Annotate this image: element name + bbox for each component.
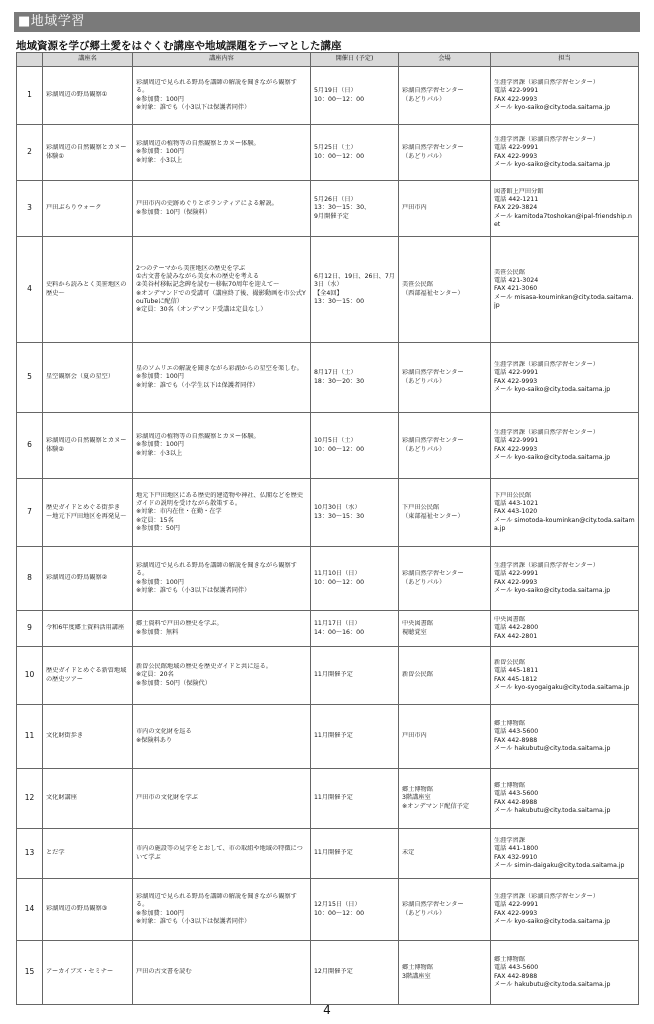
cell-course-name-text: 彩湖周辺の自然観察とカヌー体験① (46, 144, 127, 160)
cell-course-name (43, 343, 133, 413)
cell-contact (491, 237, 639, 343)
cell-course-content (133, 125, 311, 181)
cell-no-text: 8 (27, 574, 32, 583)
cell-no (17, 647, 43, 705)
cell-no (17, 413, 43, 479)
cell-course-name (43, 879, 133, 941)
cell-venue (399, 769, 491, 829)
lecture-table (16, 52, 639, 1005)
table-header-row (17, 53, 639, 67)
cell-no (17, 479, 43, 547)
cell-date (311, 237, 399, 343)
cell-date-text: 12月開催予定 (314, 968, 353, 976)
cell-course-content (133, 547, 311, 611)
cell-course-content (133, 479, 311, 547)
header-no (17, 53, 43, 67)
cell-no-text: 1 (27, 91, 32, 100)
cell-date-text: 5月19日（日） 10：00～12：00 (314, 87, 365, 103)
cell-contact-text: 郷土博物館 電話 443-5600 FAX 442-8988 メール hakubutu@city.toda.saitama.jp (494, 782, 611, 814)
cell-contact-text: 生涯学習課 電話 441-1800 FAX 432-9910 メール simin-daigaku@city.toda.saitama.jp (494, 837, 625, 869)
cell-course-name-text: とだ学 (46, 849, 65, 857)
cell-course-content (133, 941, 311, 1005)
cell-course-content-text: 彩湖周辺で見られる野鳥を講師の解説を聞きながら観察する。 ※参加費：100円 ※対象：誰でも（小3以下は保護者同伴） (136, 79, 297, 111)
cell-date-text: 5月26日（日） 13：30～15：30、 9月開催予定 (314, 196, 371, 220)
cell-venue-text: 未定 (402, 849, 415, 857)
cell-course-name-text: 歴史ガイドとめぐる街歩き ～地元下戸田地区を再発見～ (46, 504, 127, 520)
cell-contact (491, 181, 639, 237)
cell-no-text: 4 (27, 285, 32, 294)
cell-contact (491, 413, 639, 479)
cell-course-name-text: 星空観察会（夏の星空） (46, 373, 115, 381)
cell-venue-text: 彩湖自然学習センター （あどりパル） (402, 437, 464, 453)
cell-venue-text: 郷土博物館 3階講座室 (402, 964, 433, 980)
cell-course-name (43, 413, 133, 479)
cell-contact (491, 479, 639, 547)
cell-date-text: 6月12日、19日、26日、7月3日（水） 【全4回】 13：30～15：00 (314, 273, 395, 305)
cell-contact (491, 879, 639, 941)
cell-course-content (133, 67, 311, 125)
cell-contact-text: 生涯学習課（彩湖自然学習センター） 電話 422-9991 FAX 422-9993 メール kyo-saiko@city.toda.saitama.jp (494, 361, 611, 393)
cell-no (17, 941, 43, 1005)
cell-date-text: 11月開催予定 (314, 671, 353, 679)
table-row (17, 705, 639, 769)
cell-course-name-text: 彩湖周辺の野鳥観察③ (46, 905, 108, 913)
table-row (17, 181, 639, 237)
cell-contact-text: 生涯学習課（彩湖自然学習センター） 電話 422-9991 FAX 422-9993 メール kyo-saiko@city.toda.saitama.jp (494, 562, 611, 594)
cell-venue-text: 彩湖自然学習センター （あどりパル） (402, 144, 464, 160)
table-row (17, 67, 639, 125)
cell-date-text: 11月10日（日） 10：00～12：00 (314, 570, 365, 586)
cell-venue (399, 611, 491, 647)
cell-no (17, 237, 43, 343)
cell-no (17, 769, 43, 829)
cell-course-name (43, 611, 133, 647)
table-row (17, 547, 639, 611)
cell-course-name-text: 令和6年度郷土資料活用講座 (46, 624, 125, 632)
cell-date-text: 8月17日（土） 18：30～20：30 (314, 369, 365, 385)
cell-course-content-text: 市内の文化財を巡る ※保険料あり (136, 728, 192, 744)
cell-venue-text: 新曽公民館 (402, 671, 433, 679)
cell-no-text: 12 (24, 794, 35, 803)
cell-venue-text: 美笹公民館 （西部福祉センター） (402, 281, 464, 297)
cell-no-text: 15 (24, 968, 35, 977)
header-course-name: 講座名 (43, 53, 133, 67)
cell-venue-text: 戸田市内 (402, 204, 427, 212)
cell-date (311, 705, 399, 769)
cell-no-text: 11 (24, 732, 35, 741)
cell-course-name-text: 史料から読みとく美笹地区の歴史～ (46, 281, 127, 297)
cell-venue (399, 67, 491, 125)
cell-venue (399, 413, 491, 479)
cell-course-content-text: 戸田の古文書を読む (136, 968, 192, 976)
page-number: 4 (323, 1003, 331, 1017)
cell-course-name-text: 文化財講座 (46, 794, 77, 802)
cell-contact (491, 829, 639, 879)
cell-contact-text: 中央図書館 電話 442-2800 FAX 442-2801 (494, 616, 539, 640)
cell-no-text: 10 (24, 671, 35, 680)
cell-date-text: 11月開催予定 (314, 732, 353, 740)
table-row (17, 879, 639, 941)
cell-date-text: 12月15日（日） 10：00～12：00 (314, 901, 365, 917)
cell-course-content (133, 343, 311, 413)
cell-date (311, 647, 399, 705)
cell-course-name (43, 769, 133, 829)
cell-no-text: 9 (27, 624, 32, 633)
cell-no (17, 125, 43, 181)
table-row (17, 413, 639, 479)
cell-venue-text: 彩湖自然学習センター （あどりパル） (402, 369, 464, 385)
cell-venue (399, 343, 491, 413)
table-row (17, 829, 639, 879)
cell-course-name (43, 941, 133, 1005)
cell-course-content-text: 郷土資料で戸田の歴史を学ぶ。 ※参加費：無料 (136, 620, 223, 636)
cell-venue (399, 705, 491, 769)
cell-venue-text: 下戸田公民館 （東部福祉センター） (402, 504, 464, 520)
cell-date (311, 125, 399, 181)
header-venue: 会場 (399, 53, 491, 67)
cell-no (17, 547, 43, 611)
cell-course-content (133, 879, 311, 941)
cell-contact (491, 941, 639, 1005)
cell-date (311, 343, 399, 413)
cell-date (311, 413, 399, 479)
cell-date-text: 11月17日（日） 14：00～16：00 (314, 620, 365, 636)
cell-contact-text: 生涯学習課（彩湖自然学習センター） 電話 422-9991 FAX 422-9993 メール kyo-saiko@city.toda.saitama.jp (494, 893, 611, 925)
cell-course-content (133, 705, 311, 769)
cell-venue-text: 中央図書館 視聴覚室 (402, 620, 433, 636)
table-row (17, 343, 639, 413)
cell-course-content-text: 彩湖周辺で見られる野鳥を講師の解説を聞きながら観察する。 ※参加費：100円 ※対象：誰でも（小3以下は保護者同伴） (136, 893, 297, 925)
cell-course-name-text: アーカイブズ・セミナー (46, 968, 114, 976)
table-row (17, 941, 639, 1005)
cell-no-text: 5 (27, 373, 32, 382)
table-row (17, 611, 639, 647)
cell-no (17, 705, 43, 769)
header-course-content: 講座内容 (133, 53, 311, 67)
section-subtitle: 地域資源を学び郷土愛をはぐくむ講座や地域課題をテーマとした講座 (16, 40, 342, 52)
cell-course-name (43, 125, 133, 181)
cell-contact-text: 生涯学習課（彩湖自然学習センター） 電話 422-9991 FAX 422-9993 メール kyo-saiko@city.toda.saitama.jp (494, 429, 611, 461)
cell-no (17, 181, 43, 237)
cell-course-name (43, 547, 133, 611)
cell-course-content-text: 地元下戸田地区にある歴史的建造物や神社、仏閣などを歴史ガイドの説明を受けながら散策する。 ※対象：市内在住・在勤・在学 ※定員：15名 ※参加費：50円 (136, 491, 304, 532)
cell-course-name (43, 705, 133, 769)
cell-no-text: 3 (27, 204, 32, 213)
cell-venue-text: 彩湖自然学習センター （あどりパル） (402, 570, 464, 586)
cell-date-text: 11月開催予定 (314, 794, 353, 802)
cell-date (311, 67, 399, 125)
cell-course-name-text: 彩湖周辺の野鳥観察① (46, 91, 108, 99)
cell-date-text: 10月30日（水） 13：30～15：30 (314, 504, 365, 520)
cell-course-content (133, 181, 311, 237)
cell-contact (491, 611, 639, 647)
cell-course-content (133, 769, 311, 829)
cell-contact (491, 67, 639, 125)
cell-date (311, 181, 399, 237)
cell-course-content-text: 彩湖周辺の植物等の自然観察とカヌー体験。 ※参加費：100円 ※対象：小3以上 (136, 140, 260, 164)
cell-course-name (43, 647, 133, 705)
cell-date (311, 611, 399, 647)
cell-date-text: 5月25日（土） 10：00～12：00 (314, 144, 365, 160)
cell-course-content-text: 市内の施設等の見学をとおして、市の取組や地域の特徴について学ぶ (136, 845, 303, 861)
cell-no (17, 879, 43, 941)
cell-course-content-text: 2つのテーマから美笹地区の歴史を学ぶ ①古文書を読みながら美女木の歴史を考える ②美谷村移転記念碑を読む～移転70周年を迎えて～ ※オンデマンドでの受講可（講座終了後、撮影動画を市公式YouTubeに配信） ※定員：30名（オンデマンド受講は定員なし） (136, 264, 306, 313)
cell-venue (399, 125, 491, 181)
cell-venue (399, 479, 491, 547)
table-row (17, 125, 639, 181)
header-date: 開催日 (予定) (311, 53, 399, 67)
cell-date (311, 547, 399, 611)
cell-date (311, 879, 399, 941)
cell-course-content-text: 新曽公民館地域の歴史を歴史ガイドと共に巡る。 ※定員：20名 ※参加費：50円（保険代） (136, 663, 272, 687)
cell-date (311, 769, 399, 829)
cell-contact-text: 生涯学習課（彩湖自然学習センター） 電話 422-9991 FAX 422-9993 メール kyo-saiko@city.toda.saitama.jp (494, 136, 611, 168)
cell-course-name-text: 彩湖周辺の自然観察とカヌー体験② (46, 437, 127, 453)
cell-no-text: 7 (27, 508, 32, 517)
cell-contact (491, 125, 639, 181)
cell-venue-text: 郷土博物館 3階講座室 ※オンデマンド配信予定 (402, 786, 470, 810)
cell-contact (491, 705, 639, 769)
cell-course-content (133, 829, 311, 879)
cell-venue (399, 829, 491, 879)
cell-course-name (43, 67, 133, 125)
cell-date-text: 10月5日（土） 10：00～12：00 (314, 437, 365, 453)
cell-course-name (43, 181, 133, 237)
cell-date (311, 829, 399, 879)
cell-course-name (43, 237, 133, 343)
cell-contact (491, 343, 639, 413)
cell-contact (491, 547, 639, 611)
cell-venue (399, 547, 491, 611)
cell-venue-text: 戸田市内 (402, 732, 427, 740)
cell-course-content-text: 戸田市の文化財を学ぶ (136, 794, 198, 802)
cell-venue (399, 647, 491, 705)
cell-date (311, 479, 399, 547)
cell-no-text: 2 (27, 148, 32, 157)
cell-course-content (133, 237, 311, 343)
table-row (17, 237, 639, 343)
cell-course-content-text: 戸田市内の史跡めぐりとボランティアによる解説。 ※参加費：10円（保険料） (136, 200, 278, 216)
cell-course-content (133, 611, 311, 647)
cell-course-content (133, 647, 311, 705)
cell-contact (491, 647, 639, 705)
cell-course-content-text: 彩湖周辺の植物等の自然観察とカヌー体験。 ※参加費：100円 ※対象：小3以上 (136, 433, 260, 457)
cell-contact-text: 郷土博物館 電話 443-5600 FAX 442-8988 メール hakubutu@city.toda.saitama.jp (494, 956, 611, 988)
cell-venue (399, 879, 491, 941)
cell-course-name-text: 彩湖周辺の野鳥観察② (46, 574, 108, 582)
cell-course-content (133, 413, 311, 479)
section-title-bar: ■地域学習 (14, 12, 640, 32)
cell-no (17, 829, 43, 879)
table-row (17, 769, 639, 829)
cell-no-text: 14 (24, 905, 35, 914)
header-contact: 担当 (491, 53, 639, 67)
cell-course-name-text: 文化財街歩き (46, 732, 84, 740)
cell-date-text: 11月開催予定 (314, 849, 353, 857)
cell-no (17, 611, 43, 647)
cell-venue-text: 彩湖自然学習センター （あどりパル） (402, 87, 464, 103)
cell-no (17, 67, 43, 125)
table-row (17, 647, 639, 705)
cell-course-name (43, 479, 133, 547)
cell-contact-text: 新曽公民館 電話 445-1811 FAX 445-1812 メール kyo-syogaigaku@city.toda.saitama.jp (494, 659, 630, 691)
cell-no-text: 6 (27, 441, 32, 450)
cell-course-name (43, 829, 133, 879)
cell-venue (399, 181, 491, 237)
cell-course-content-text: 彩湖周辺で見られる野鳥を講師の解説を聞きながら観察する。 ※参加費：100円 ※対象：誰でも（小3以下は保護者同伴） (136, 562, 297, 594)
cell-no-text: 13 (24, 849, 35, 858)
cell-contact-text: 美笹公民館 電話 421-3024 FAX 421-3060 メール misasa-kouminkan@city.toda.saitama.jp (494, 268, 634, 309)
cell-venue (399, 237, 491, 343)
cell-date (311, 941, 399, 1005)
cell-course-name-text: 歴史ガイドとめぐる新曽地域の歴史ツアー (46, 667, 127, 683)
cell-contact-text: 郷土博物館 電話 443-5600 FAX 442-8988 メール hakubutu@city.toda.saitama.jp (494, 720, 611, 752)
cell-course-name-text: 戸田ぶらりウォーク (46, 204, 102, 212)
cell-contact-text: 生涯学習課（彩湖自然学習センター） 電話 422-9991 FAX 422-9993 メール kyo-saiko@city.toda.saitama.jp (494, 79, 611, 111)
cell-contact (491, 769, 639, 829)
cell-contact-text: 図書館上戸田分館 電話 442-1211 FAX 229-3824 メール kamitoda7toshokan@ipal-friendship.net (494, 187, 632, 228)
cell-contact-text: 下戸田公民館 電話 443-1021 FAX 443-1020 メール simotoda-kouminkan@city.toda.saitama.jp (494, 491, 635, 532)
cell-no (17, 343, 43, 413)
table-row (17, 479, 639, 547)
cell-venue-text: 彩湖自然学習センター （あどりパル） (402, 901, 464, 917)
cell-venue (399, 941, 491, 1005)
cell-course-content-text: 星のソムリエの解説を聞きながら彩湖からの星空を楽しむ。 ※参加費：100円 ※対象：誰でも（小学生以下は保護者同伴） (136, 365, 303, 389)
